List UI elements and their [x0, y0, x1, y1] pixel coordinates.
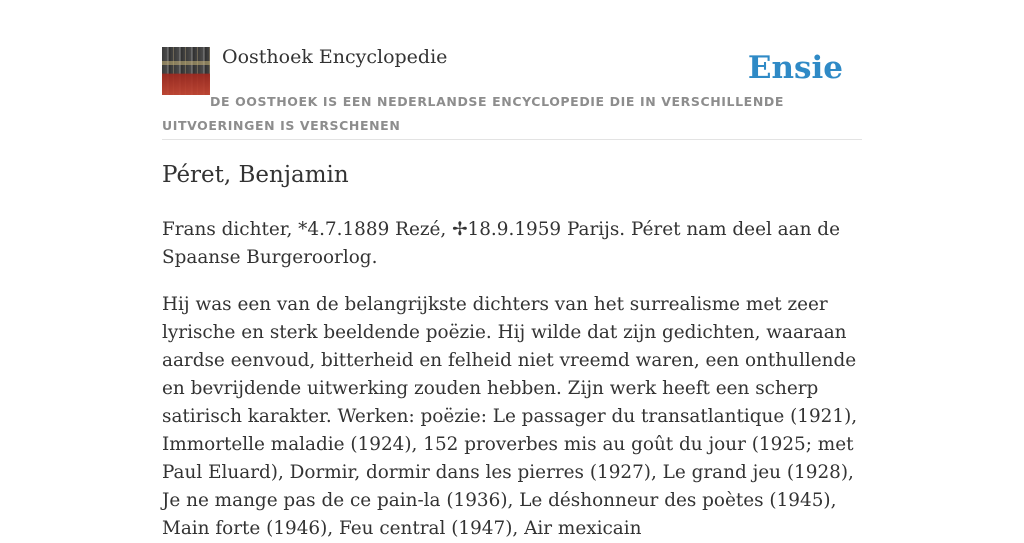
book-spine-band	[162, 61, 210, 65]
article-title: Péret, Benjamin	[162, 162, 349, 188]
site-title[interactable]: Oosthoek Encyclopedie	[222, 46, 448, 68]
encyclopedia-avatar[interactable]	[162, 47, 210, 95]
site-tagline: DE OOSTHOEK IS EEN NEDERLANDSE ENCYCLOPEDIE DIE IN VERSCHILLENDE UITVOERINGEN IS VERSCHENEN	[162, 94, 784, 133]
encyclopedia-books-icon	[162, 47, 210, 95]
brand-logo[interactable]: Ensie	[747, 50, 843, 86]
page	[162, 0, 862, 539]
site-header	[162, 0, 862, 140]
article-paragraph: Frans dichter, *4.7.1889 Rezé, ✢18.9.1959 Parijs. Péret nam deel aan de Spaanse Burgeroorlog.	[162, 219, 840, 268]
article-paragraph: Hij was een van de belangrijkste dichters van het surrealisme met zeer lyrische en sterk beeldende poëzie. Hij wilde dat zijn gedichten, waaraan aardse eenvoud, bitterheid en felheid niet vreemd waren, een onthullende en bevrijdende uitwerking zouden hebben. Zijn werk heeft een scherp satirisch karakter. Werken: poëzie: Le passager du transatlantique (1921), Immortelle maladie (1924), 152 proverbes mis au goût du jour (1925; met Paul Eluard), Dormir, dormir dans les pierres (1927), Le grand jeu (1928), Je ne mange pas de ce pain-la (1936), Le déshonneur des poètes (1945), Main forte (1946), Feu central (1947), Air mexicain	[162, 294, 858, 539]
